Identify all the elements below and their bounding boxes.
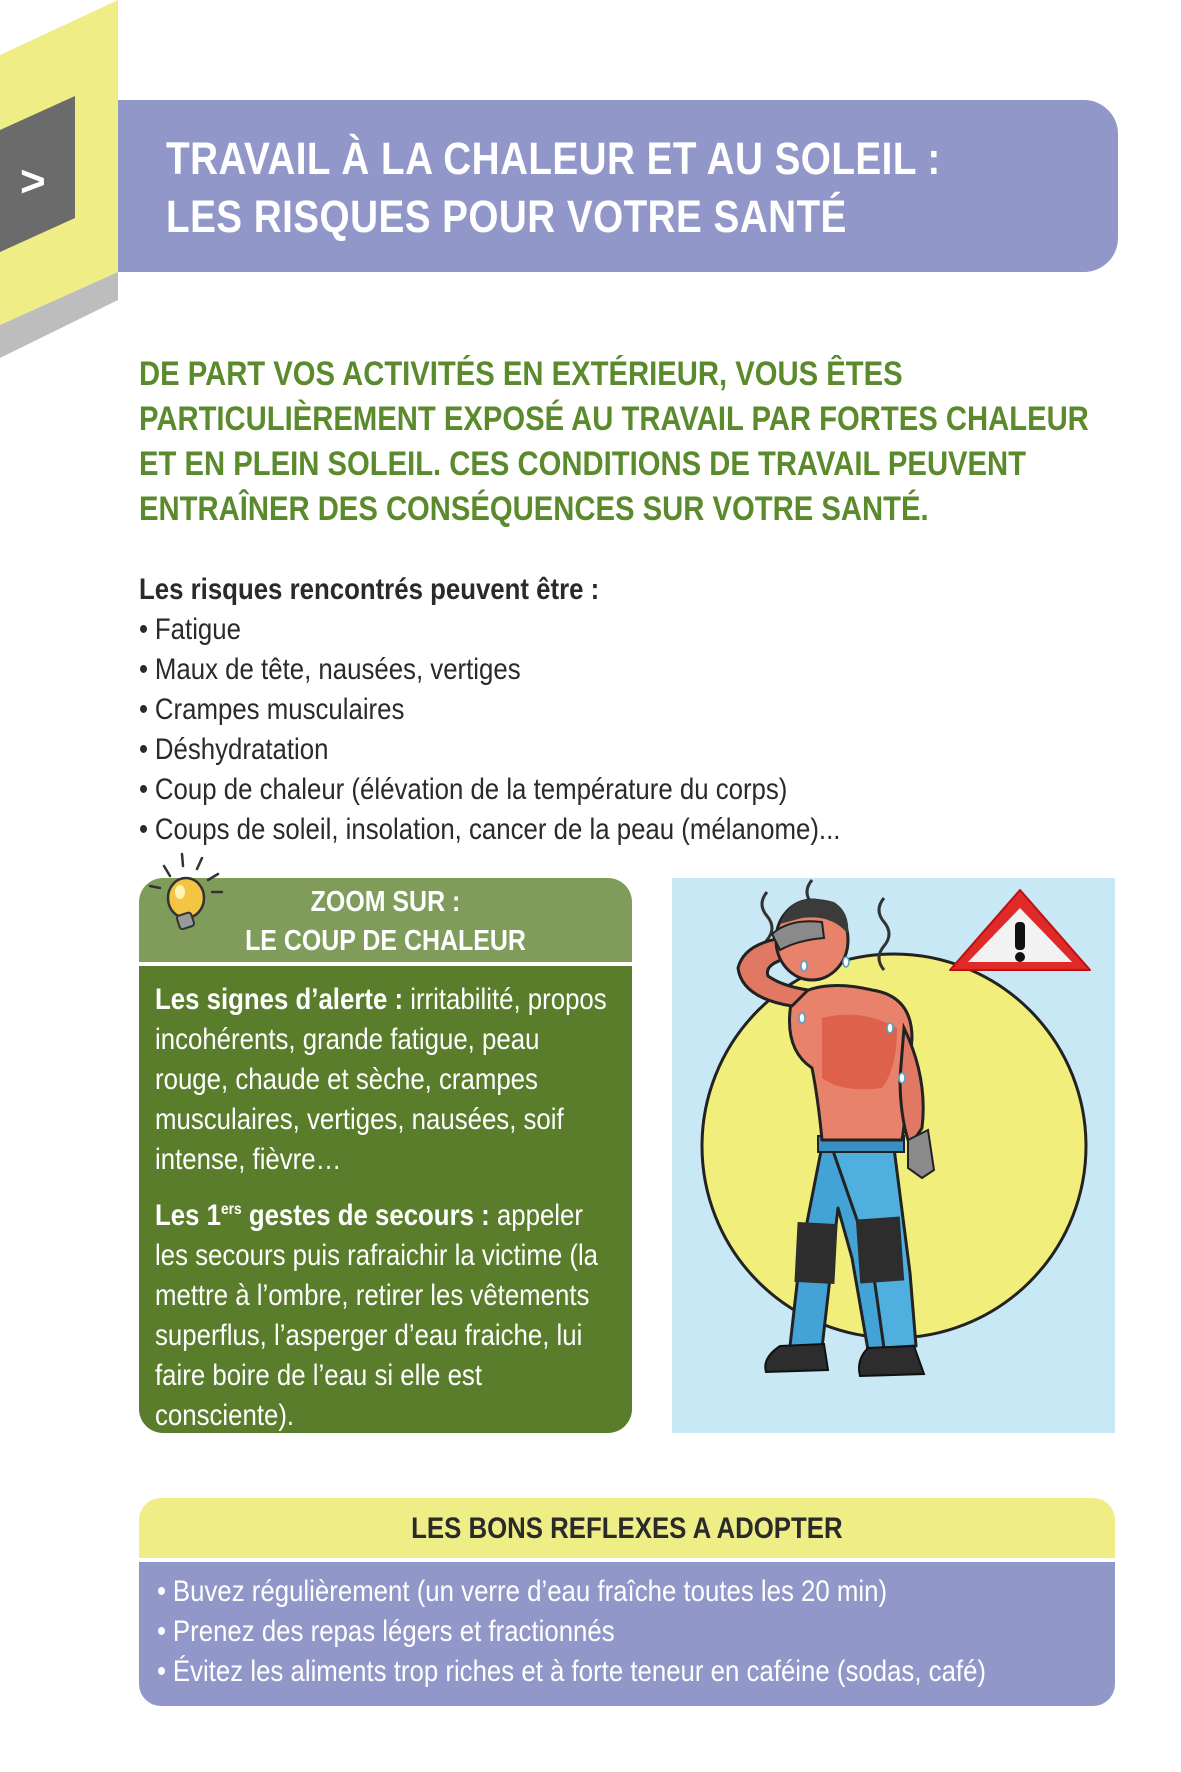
intro-line: ENTRAÎNER DES CONSÉQUENCES SUR VOTRE SANTÉ. (139, 490, 929, 528)
chevron-right-icon: > (20, 157, 46, 206)
aid-label (155, 1199, 490, 1232)
alert-signs-paragraph (155, 980, 619, 1180)
list-item: • Maux de tête, nausées, vertiges (139, 650, 999, 690)
intro-line: DE PART VOS ACTIVITÉS EN EXTÉRIEUR, VOUS ÊTES (139, 355, 903, 393)
alert-text: irritabilité, propos incohérents, grande fatigue, peau rouge, chaude et sèche, crampes musculaires, vertiges, nausées, soif intense, fièvre… (155, 983, 607, 1176)
aid-label-prefix: Les 1 (155, 1199, 221, 1232)
alert-label: Les signes d’alerte : (155, 983, 404, 1016)
aid-text: appeler les secours puis rafraichir la victime (la mettre à l’ombre, retirer les vêtements superflus, l’asperger d’eau fraiche, lui faire boire de l’eau si elle est consciente). (155, 1199, 599, 1432)
list-item: • Déshydratation (139, 730, 999, 770)
intro-line: ET EN PLEIN SOLEIL. CES CONDITIONS DE TRAVAIL PEUVENT (139, 445, 1027, 483)
zoom-title-line2: LE COUP DE CHALEUR (245, 925, 526, 957)
list-item: • Crampes musculaires (139, 690, 999, 730)
aid-label-suffix: gestes de secours : (241, 1199, 490, 1232)
list-item: • Évitez les aliments trop riches et à forte teneur en caféine (sodas, café) (157, 1652, 981, 1692)
reflexes-title (139, 1498, 1115, 1558)
first-aid-paragraph (155, 1190, 619, 1433)
list-item: • Buvez régulièrement (un verre d’eau fraîche toutes les 20 min) (157, 1572, 981, 1612)
page-title-line2: LES RISQUES POUR VOTRE SANTÉ (166, 191, 847, 242)
reflexes-title-text: LES BONS REFLEXES A ADOPTER (411, 1512, 843, 1545)
list-item: • Fatigue (139, 610, 999, 650)
reflexes-list (157, 1572, 987, 1692)
intro-paragraph (139, 352, 1089, 532)
page-title (166, 130, 985, 246)
aid-label-sup: ers (220, 1201, 242, 1218)
header-banner (118, 100, 1118, 272)
list-item: • Coups de soleil, insolation, cancer de la peau (mélanome)... (139, 810, 999, 850)
risks-title: Les risques rencontrés peuvent être : (139, 573, 600, 606)
zoom-body (139, 966, 632, 1433)
intro-line: PARTICULIÈREMENT EXPOSÉ AU TRAVAIL PAR FORTES CHALEUR (139, 400, 1089, 438)
list-item: • Prenez des repas légers et fractionnés (157, 1612, 981, 1652)
page-title-line1: TRAVAIL À LA CHALEUR ET AU SOLEIL : (166, 133, 941, 184)
zoom-box (139, 878, 632, 1433)
heat-stroke-illustration (672, 878, 1115, 1433)
reflexes-body (139, 1562, 1115, 1706)
good-reflexes-box (139, 1498, 1115, 1706)
risks-list (139, 610, 999, 850)
zoom-title-line1: ZOOM SUR : (310, 886, 461, 918)
lightbulb-icon (142, 852, 242, 936)
risks-section (139, 570, 999, 850)
corner-decoration (0, 0, 130, 370)
list-item: • Coup de chaleur (élévation de la température du corps) (139, 770, 999, 810)
